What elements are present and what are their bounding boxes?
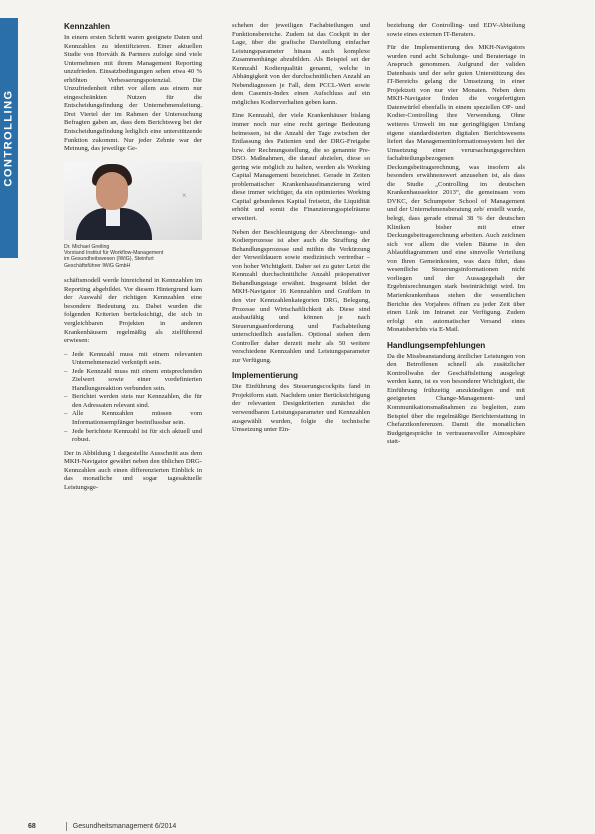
photo-mark-icon: × [182, 190, 187, 200]
paragraph: Der in Abbildung 1 dargestellte Ausschnitt aus dem MKH-Navigator gewährt neben den üblichen DRG-Kennzahlen auch einen differenzierten Einblick in das monatliche und sogar tagesaktuelle Leistungsge- [64, 449, 202, 491]
journal-name: Gesundheitsmanagement 6/2014 [72, 823, 177, 830]
criteria-list [64, 351, 202, 445]
page-footer [28, 822, 176, 831]
paragraph: schäftsmodell werde hinreichend in Kennzahlen im Reporting abgebildet. Vor diesem Hintergrund kam der Auswahl der richtigen Kennzahlen eine besondere Bedeutung zu. Dabei wurden die folgenden Kriterien berücksichtigt, die sich in vergleichbaren Projekten in anderen Krankenhäusern regelmäßig als zielführend erwiesen: [64, 277, 202, 345]
paragraph: beziehung der Controlling- und EDV-Abteilung sowie eines externen IT-Beraters. [387, 22, 525, 38]
author-photo [64, 162, 202, 240]
article-column-1 [64, 22, 202, 810]
caption-line: Dr. Michael Greiling [64, 243, 110, 250]
paragraph: Eine Kennzahl, der viele Krankenhäuser bislang immer noch nur eine recht geringe Bedeutung beimessen, ist die Anzahl der Tage zwischen der Entlassung des Patienten und der DRG-Freigabe bzw. der Rechnungsstellung, die so genannte Pre-DSO. Maßnahmen, die darauf abzielen, diese so gering wie möglich zu halten, werden als Working Capital Management bezeichnet. Gerade in Zeiten problematischer Krankenhausfinanzierung wird diese immer wichtiger, da ein optimiertes Working Capital gebundenes Kapital freisetzt, die Liquidität erhöht und somit die Finanzierungsspielräume erweitert. [232, 112, 370, 223]
list-item: – Jede Kennzahl muss mit einem entsprechenden Zielwert sowie einer vordefinierten Handlungsreaktion verbunden sein. [64, 368, 202, 394]
section-heading-handlungsempfehlungen: Handlungsempfehlungen [387, 340, 486, 350]
caption-line: Geschäftsführer IWiG GmbH [64, 262, 131, 269]
list-item: – Berichtet werden stets nur Kennzahlen, die für den Adressaten relevant sind. [64, 393, 202, 410]
photo-collar [106, 208, 120, 226]
paragraph: Da die Missbeanstandung ärztlicher Leistungen von den Betroffenen schnell als zusätzlicher Kontrollwahn der Geschäftsleitung ausgelegt werden kann, ist es von besonderer Wichtigkeit, die Einführung frühzeitig anzukündigen und mit geeigneten Change-Management- und Kommunikationsmaßnahmen zu begleiten, zum Beispiel über die regelmäßige Berichterstattung in Chefarztkonferenzen. Damit die monatlichen Budgetgespräche in vertrauensvoller Atmosphäre statt- [387, 352, 525, 446]
paragraph: Neben der Beschleunigung der Abrechnungs- und Kodierprozesse ist aber auch die Straffung der Behandlungsprozesse und mithin die Verkürzung der Verweildauern sowie medizinisch vertretbar – von hoher Wichtigkeit. Daher sei zu guter Letzt die Kennzahl durchschnittliche Anzahl präoperativer Behandlungstage erwähnt. Insgesamt bildet der MKH-Navigator 16 Kennzahlen und Grafiken in den vier Kennzahlenkategorien DRG, Belegung, Prozesse und Wirtschaftlichkeit ab. Diese sind ausbaufähig und können je nach Steuerungsanforderung und Fachabteilung unterschiedlich ausfallen. Optional stehen dem Controller daher derzeit mehr als 50 weitere verschiedene Kennzahlen und Leistungsparameter zur Verfügung. [232, 228, 370, 364]
photo-face [96, 172, 128, 210]
paragraph: schehen der jeweiligen Fachabteilungen und Funktionsbereiche. Zudem ist das Cockpit in der Lage, über die grafische Darstellung einfacher Leistungsparameter hinaus auch komplexe Zusammenhänge abzubilden. Als Beispiel sei der Kennzahl Kodierqualität genannt, welche in Abhängigkeit von der durchschnittlichen Anzahl an Nebendiagnosen je Fall, dem PCCL-Wert sowie dem Casemix-Index einen Aufschluss auf ein mögliches Kodierverhalten geben kann. [232, 22, 370, 106]
paragraph: Die Einführung des Steuerungscockpits fand in Projektform statt. Nachdem unter Berücksichtigung der relevanten Designkriterien zunächst die verwendbaren Leistungsparameter und Kennzahlen ausgewählt wurden, folgte die technische Umsetzung unter Ein- [232, 383, 370, 434]
footer-divider [66, 822, 67, 831]
list-item: – Alle Kennzahlen müssen vom Informationsempfänger beeinflussbar sein. [64, 410, 202, 427]
caption-line: im Gesundheitswesen (IWiG), Steinfurt [64, 256, 154, 263]
section-heading-kennzahlen: Kennzahlen [64, 22, 110, 31]
section-label-text: CONTROLLING [3, 89, 16, 187]
paragraph: Für die Implementierung des MKH-Navigators wurden rund acht Schulungs- und Beratertage in Anspruch genommen. Aufgrund der validen Datenbasis und der sehr guten Unterstützung des IT-Bereichs gelang die Umsetzung in einer Projektzeit von nur vier Monaten. Neben dem MKH-Navigator finden die vorgefertigten Datenwürfel ebenfalls in einem speziellen OP- und Kodier-Controlling ihre Verwendung. Ohne weiteres Umwelt im nur geringfügigen Umfang eigene standardisierten digitalen Berichtswesens liefert das Managementinformationssystem bei der Umsetzung einer verursachungsgerechten fachabteilungsbezogenen Deckungsbeitragsrechnung, was insofern als besonders erwähnenswert anzusehen ist, als dass die Studie „Controlling im deutschen Krankenhaussektor 2013“, die gemeinsam vom DVKC, der Schumpeter School of Management und der Unternehmensberatung zeb/ erstellt wurde, belegt, dass gerade einmal 38 % der deutschen Kliniken bisher mit einer Deckungsbeitragsrechnung arbeiten. Auch zeichnen sich vor allem die vielen Bäume in den Ablaufdiagrammen und eine sinnvolle Verteilung von Ihren Gemeinkosten, was dazu führt, dass wesentliche Steuerungsinformationen nicht vorliegen und der Aussagegehalt der Ergebnisrechnungen stark beeinträchtigt wird. Im Marienkrankenhaus stehen die wesentlichen Berichte des Vorjahres öffnen zu jeder Zeit über einen Link im Intranet zur Verfügung. Zudem erfolgt ein automatischer Versand eines Monatsberichts via E-Mail. [387, 44, 525, 334]
section-label [0, 18, 18, 258]
article-column-2 [232, 22, 370, 810]
section-heading-implementierung: Implementierung [232, 371, 298, 381]
page-number: 68 [28, 823, 36, 830]
photo-caption [64, 244, 202, 270]
list-item: – Jede berichtete Kennzahl ist für sich aktuell und robust. [64, 428, 202, 445]
paragraph: In einem ersten Schritt waren geeignete Daten und Kennzahlen zu identifizieren. Einer aktuellen Studie von Horváth & Partners zufolge sind viele Unternehmen mit ihrem Management Reporting unzufrieden. Einsatzbedingungen sehen etwa 40 % erhöhten Verbesserungspotenzial. Die Unzufriedenheit rührt vor allem aus einem nur eingeschränkten Nutzen für die Entscheidungsfindung der Unternehmensleitung. Drei Viertel der im Rahmen der Untersuchung Befragten gaben an, dass dem Berichtsweg bei der Entscheidungsfindung lediglich eine unterstützende Funktion zukommt. Nur jeder Zehnte war der Meinung, das jeweilige Ge- [64, 34, 202, 153]
article-column-3 [387, 22, 525, 810]
list-item: – Jede Kennzahl muss mit einem relevanten Unternehmensziel verknüpft sein. [64, 351, 202, 368]
caption-line: Vorstand Institut für Workflow-Management [64, 250, 164, 257]
